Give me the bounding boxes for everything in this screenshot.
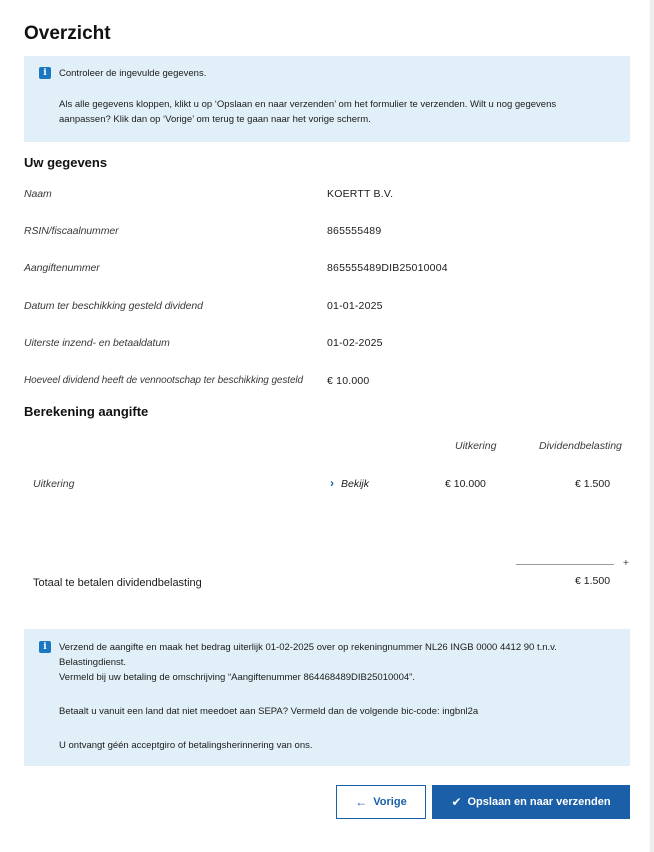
previous-button-label: Vorige — [373, 796, 407, 808]
info-bottom-line1: Verzend de aangifte en maak het bedrag uiterlijk 01-02-2025 over op rekeningnummer NL26 INGB 0000 4412 90 t.n.v. Belastingdienst. — [59, 642, 557, 668]
info-bottom-line2: Vermeld bij uw betaling de omschrijving “Aangiftenummer 864468489DIB25010004”. — [59, 672, 415, 683]
total-value: € 1.500 — [575, 575, 611, 587]
detail-row — [24, 225, 630, 241]
calculation-row-label: Uitkering — [33, 478, 75, 490]
detail-row — [24, 337, 630, 353]
detail-row — [24, 188, 630, 204]
info-icon: i — [39, 67, 51, 79]
calculation-row-uitkering: € 10.000 — [445, 478, 486, 490]
info-top-line2: Als alle gegevens kloppen, klikt u op ‘Opslaan en naar verzenden’ om het formulier te verzenden. Wilt u nog gegevens aanpassen? Klik dan op ‘Vorige’ om terug te gaan naar het vorige scherm. — [59, 99, 557, 125]
info-bottom-line3: Betaalt u vanuit een land dat niet meedoet aan SEPA? Vermeld dan de volgende bic-code: ingbnl2a — [59, 706, 479, 717]
info-top-line1: Controleer de ingevulde gegevens. — [59, 68, 207, 79]
column-header-dividendbelasting: Dividendbelasting — [539, 440, 622, 452]
detail-value: 01-01-2025 — [327, 300, 383, 312]
detail-row — [24, 375, 630, 391]
detail-value: € 10.000 — [327, 375, 370, 387]
view-details-label: Bekijk — [341, 478, 370, 490]
view-details-link[interactable] — [330, 476, 369, 490]
details-heading: Uw gegevens — [24, 155, 108, 170]
sum-plus-sign: + — [623, 558, 629, 569]
detail-value: 865555489DIB25010004 — [327, 262, 448, 274]
info-bottom-line4: U ontvangt géén acceptgiro of betalingsherinnering van ons. — [59, 740, 313, 751]
save-and-send-label: Opslaan en naar verzenden — [467, 796, 611, 808]
detail-label: Naam — [24, 188, 52, 200]
column-header-uitkering: Uitkering — [455, 440, 497, 452]
calculation-heading: Berekening aangifte — [24, 404, 149, 419]
arrow-left-icon: ← — [355, 795, 368, 809]
detail-label: Uiterste inzend- en betaaldatum — [24, 337, 170, 349]
chevron-right-icon: › — [330, 476, 334, 490]
save-and-send-button[interactable] — [432, 785, 630, 819]
detail-value: 01-02-2025 — [327, 337, 383, 349]
page-title: Overzicht — [24, 23, 111, 44]
detail-label: Hoeveel dividend heeft de vennootschap ter beschikking gesteld — [24, 375, 303, 386]
info-box-bottom — [24, 629, 630, 766]
check-icon: ✔ — [451, 795, 462, 809]
detail-label: Aangiftenummer — [24, 262, 100, 274]
detail-row — [24, 300, 630, 316]
calculation-row-dividendbelasting: € 1.500 — [575, 478, 611, 490]
info-icon: i — [39, 641, 51, 653]
info-box-top — [24, 56, 630, 142]
detail-value: 865555489 — [327, 225, 382, 237]
previous-button[interactable] — [336, 785, 426, 819]
detail-row — [24, 262, 630, 278]
right-edge-divider — [650, 0, 654, 852]
detail-label: Datum ter beschikking gesteld dividend — [24, 300, 203, 312]
sum-line — [516, 564, 614, 565]
total-label: Totaal te betalen dividendbelasting — [33, 577, 202, 589]
detail-label: RSIN/fiscaalnummer — [24, 225, 119, 237]
detail-value: KOERTT B.V. — [327, 188, 394, 200]
